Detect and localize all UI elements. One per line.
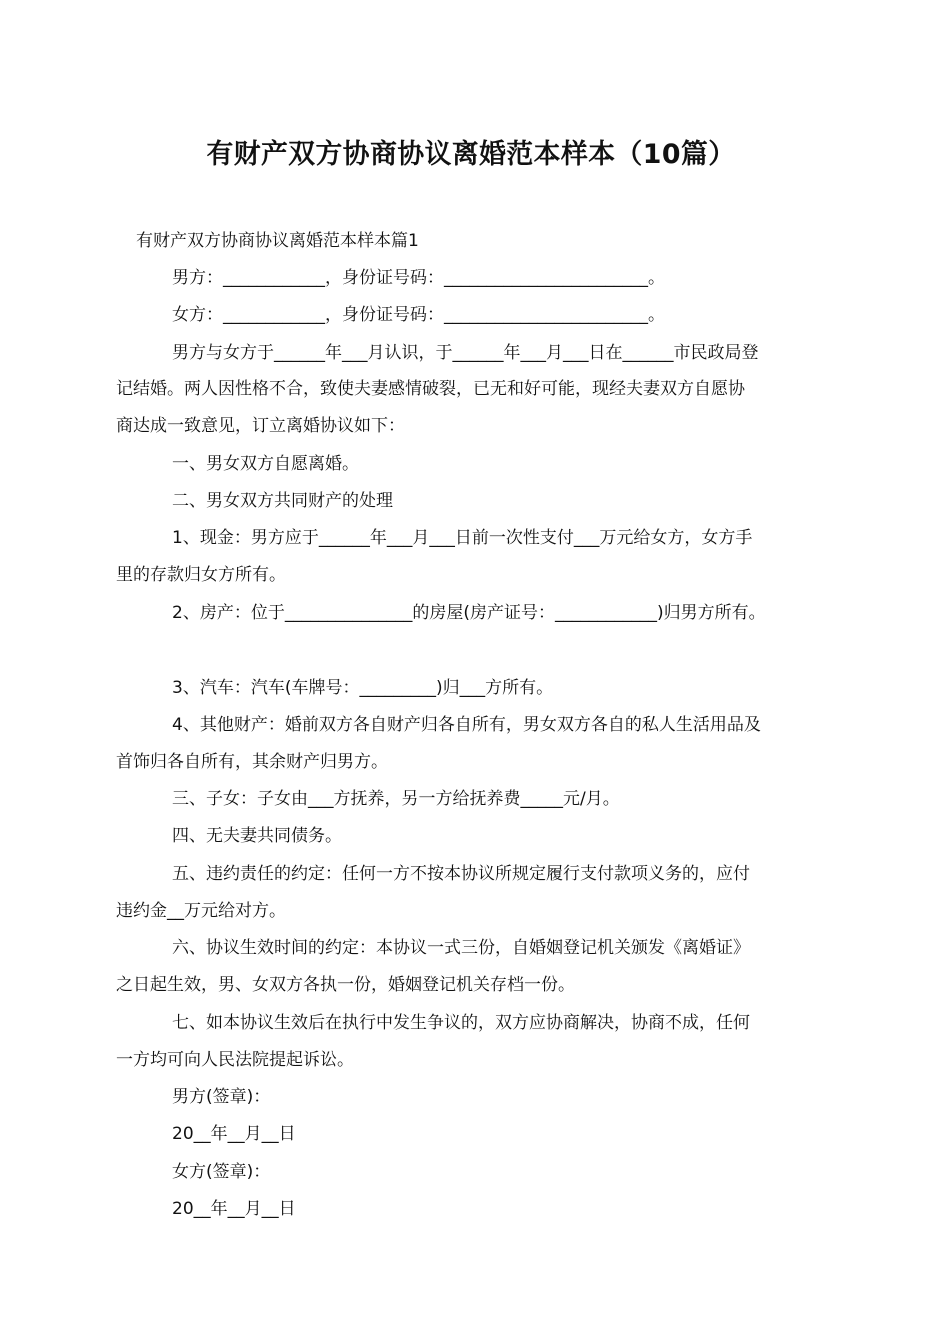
paragraph-line: 五、违约责任的约定：任何一方不按本协议所规定履行支付款项义务的，应付 <box>172 864 750 884</box>
signature-line-female: 女方(签章)： <box>172 1162 271 1182</box>
paragraph-line: 一、男女双方自愿离婚。 <box>172 454 359 474</box>
paragraph-line: 首饰归各自所有，其余财产归男方。 <box>116 752 388 772</box>
paragraph-line: 违约金__万元给对方。 <box>116 901 286 921</box>
paragraph-line: 一方均可向人民法院提起诉讼。 <box>116 1050 354 1070</box>
date-line: 20__年__月__日 <box>172 1199 296 1219</box>
paragraph-line: 记结婚。两人因性格不合，致使夫妻感情破裂，已无和好可能，现经夫妻双方自愿协 <box>116 379 745 399</box>
paragraph-line: 之日起生效，男、女双方各执一份，婚姻登记机关存档一份。 <box>116 975 575 995</box>
paragraph-line: 女方：____________，身份证号码：________________________。 <box>172 305 665 325</box>
paragraph-line: 六、协议生效时间的约定：本协议一式三份，自婚姻登记机关颁发《离婚证》 <box>172 938 750 958</box>
section-heading: 有财产双方协商协议离婚范本样本篇1 <box>136 231 419 251</box>
paragraph-line: 二、男女双方共同财产的处理 <box>172 491 393 511</box>
paragraph-line: 商达成一致意见，订立离婚协议如下： <box>116 416 405 436</box>
document-title: 有财产双方协商协议离婚范本样本（10篇） <box>206 139 736 170</box>
paragraph-line: 4、其他财产：婚前双方各自财产归各自所有，男女双方各自的私人生活用品及 <box>172 715 761 735</box>
paragraph-line: 男方与女方于______年___月认识，于______年___月___日在______市民政局登 <box>172 343 759 363</box>
paragraph-line: 七、如本协议生效后在执行中发生争议的，双方应协商解决，协商不成，任何 <box>172 1013 750 1033</box>
paragraph-line: 3、汽车：汽车(车牌号：_________)归___方所有。 <box>172 678 554 698</box>
paragraph-line: 四、无夫妻共同债务。 <box>172 826 342 846</box>
date-line: 20__年__月__日 <box>172 1124 296 1144</box>
paragraph-line: 2、房产：位于_______________的房屋(房产证号：____________)归男方所有。 <box>172 603 766 623</box>
signature-line-male: 男方(签章)： <box>172 1087 271 1107</box>
paragraph-line: 1、现金：男方应于______年___月___日前一次性支付___万元给女方，女方手 <box>172 528 753 548</box>
paragraph-line: 男方：____________，身份证号码：________________________。 <box>172 268 665 288</box>
paragraph-line: 三、子女：子女由___方抚养，另一方给抚养费_____元/月。 <box>172 789 620 809</box>
paragraph-line: 里的存款归女方所有。 <box>116 565 286 585</box>
